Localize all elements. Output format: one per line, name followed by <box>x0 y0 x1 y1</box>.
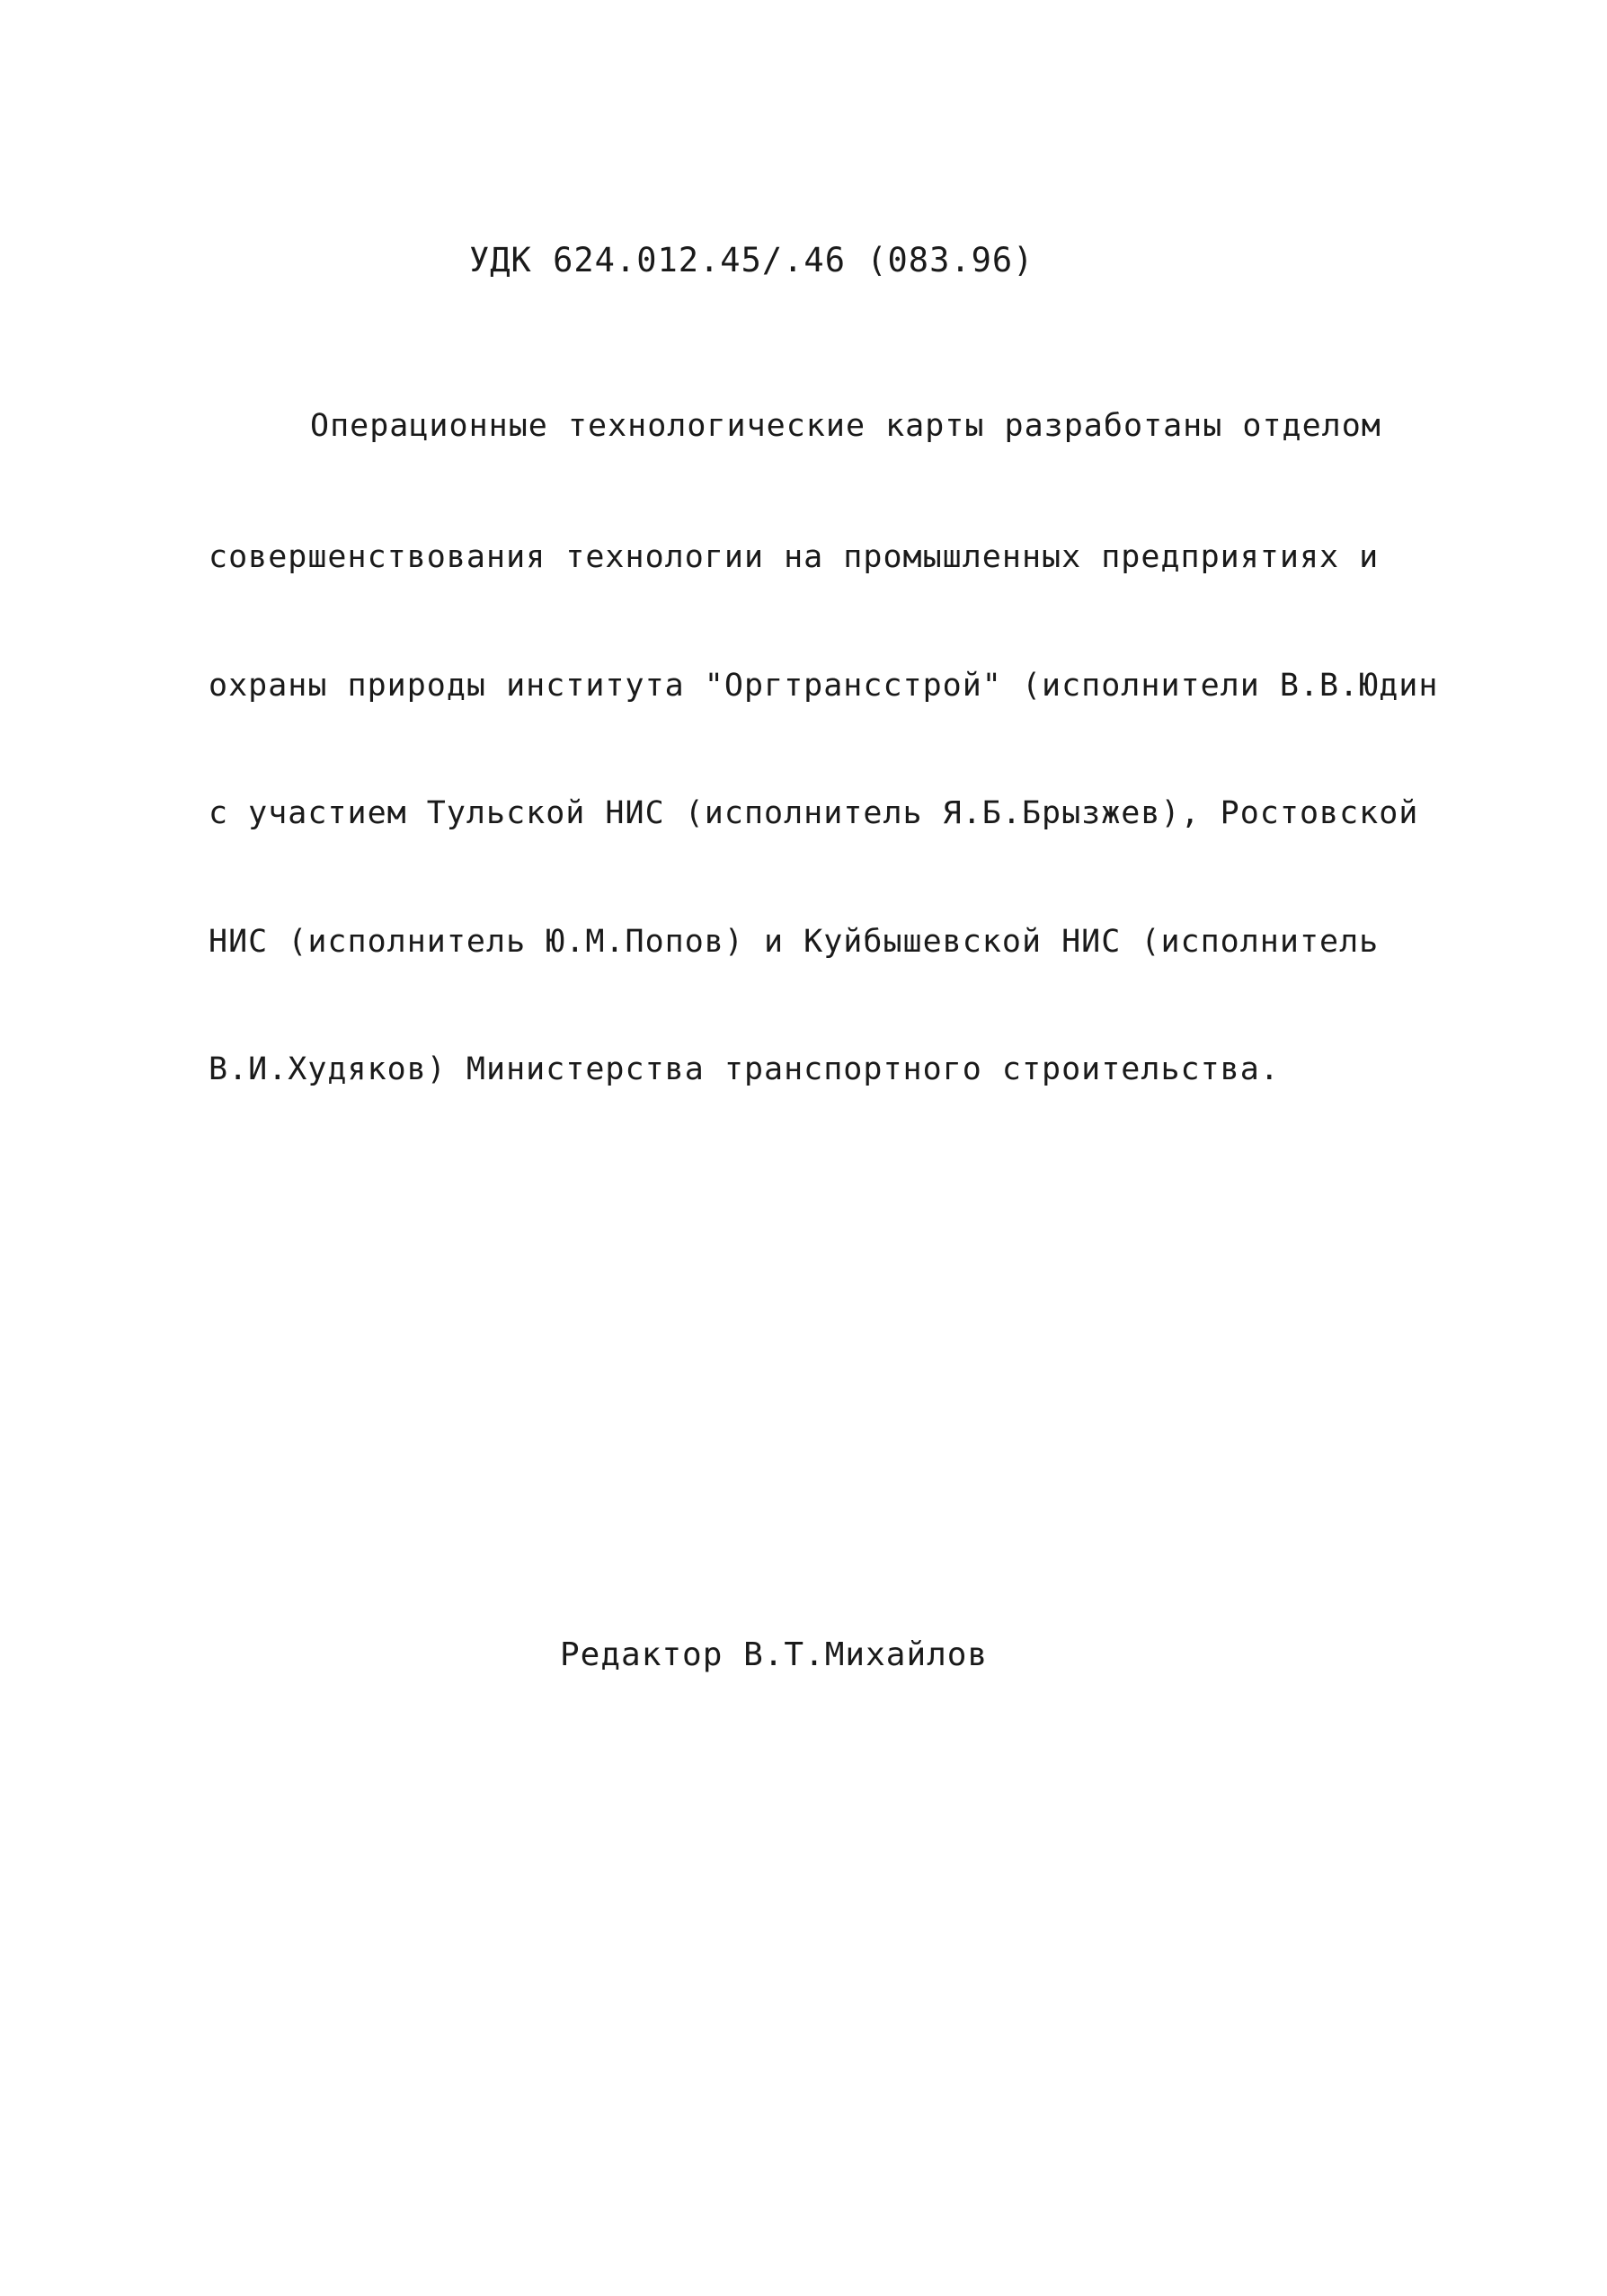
paragraph-line-4: с участием Тульской НИС (исполнитель Я.Б.Брызжев), Ростовской <box>209 795 1419 831</box>
paragraph-line-5: НИС (исполнитель Ю.М.Попов) и Куйбышевской НИС (исполнитель <box>209 924 1380 960</box>
paragraph-line-3: охраны природы института "Оргтрансстрой" (исполнители В.В.Юдин <box>209 668 1439 704</box>
paragraph-line-2: совершенствования технологии на промышленных предприятиях и <box>209 539 1380 575</box>
editor-credit: Редактор В.Т.Михайлов <box>560 1636 989 1673</box>
paragraph-line-6: В.И.Худяков) Министерства транспортного строительства. <box>209 1051 1280 1087</box>
paragraph-line-1: Операционные технологические карты разработаны отделом <box>310 408 1381 444</box>
udk-code: УДК 624.012.45/.46 (083.96) <box>469 241 1034 279</box>
